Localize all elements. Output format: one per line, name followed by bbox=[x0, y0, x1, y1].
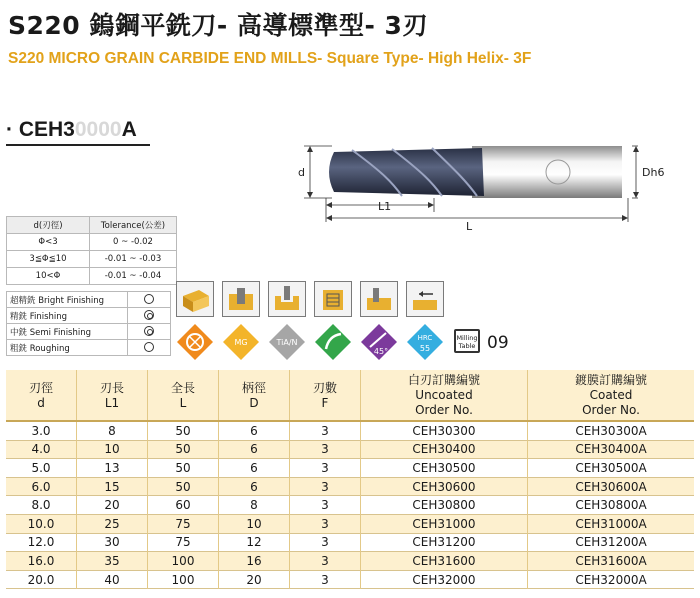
table-cell: CEH30300 bbox=[361, 421, 528, 440]
table-cell: 20 bbox=[219, 570, 290, 589]
model-prefix: CEH3 bbox=[18, 118, 75, 141]
coating-label: TiA/N bbox=[276, 338, 298, 347]
label-l: L bbox=[466, 220, 473, 233]
table-cell: 6 bbox=[219, 477, 290, 496]
table-row bbox=[6, 552, 694, 571]
table-cell: 3 bbox=[290, 552, 361, 571]
table-cell: 10 bbox=[77, 440, 148, 459]
tolerance-row: 3≦Φ≦10 -0.01 ~ -0.03 bbox=[7, 251, 177, 268]
product-table bbox=[6, 370, 694, 589]
table-cell: 50 bbox=[148, 459, 219, 478]
side-milling-icon bbox=[176, 281, 214, 317]
finishing-row: 精銑 Finishing bbox=[7, 308, 171, 324]
contour-milling-icon bbox=[360, 281, 398, 317]
table-cell: CEH31200 bbox=[361, 533, 528, 552]
table-cell: 12 bbox=[219, 533, 290, 552]
helix-angle-icon bbox=[360, 323, 398, 361]
slot-milling-icon bbox=[222, 281, 260, 317]
table-row bbox=[6, 477, 694, 496]
table-cell: 6 bbox=[219, 440, 290, 459]
table-cell: 75 bbox=[148, 514, 219, 533]
hrc-hardness-icon bbox=[406, 323, 444, 361]
table-cell: 20 bbox=[77, 496, 148, 515]
table-cell: 3 bbox=[290, 459, 361, 478]
table-cell: CEH30400A bbox=[528, 440, 695, 459]
table-cell: 3 bbox=[290, 440, 361, 459]
table-cell: 3 bbox=[290, 477, 361, 496]
finishing-row: 粗銑 Roughing bbox=[7, 340, 171, 356]
keyway-milling-icon bbox=[268, 281, 306, 317]
hrc-value: 55 bbox=[419, 344, 431, 353]
model-bullet: · bbox=[6, 118, 13, 141]
tolerance-row: Φ<3 0 ~ -0.02 bbox=[7, 234, 177, 251]
table-cell: 3 bbox=[290, 514, 361, 533]
milling-table-icon: Milling Table bbox=[454, 329, 480, 353]
table-cell: 3 bbox=[290, 496, 361, 515]
tolerance-header-d: d(刃徑) bbox=[7, 217, 90, 234]
pocket-milling-icon bbox=[314, 281, 352, 317]
mg-label: MG bbox=[234, 338, 248, 347]
tialn-coating-icon bbox=[268, 323, 306, 361]
table-cell: 100 bbox=[148, 570, 219, 589]
table-cell: 50 bbox=[148, 477, 219, 496]
label-l1: L1 bbox=[378, 200, 392, 213]
table-cell: 6.0 bbox=[6, 477, 77, 496]
table-cell: 16.0 bbox=[6, 552, 77, 571]
model-code bbox=[6, 118, 150, 146]
table-cell: CEH30800A bbox=[528, 496, 695, 515]
table-cell: 75 bbox=[148, 533, 219, 552]
double-circle-icon bbox=[144, 326, 154, 336]
table-cell: 35 bbox=[77, 552, 148, 571]
table-cell: CEH32000 bbox=[361, 570, 528, 589]
table-cell: 30 bbox=[77, 533, 148, 552]
table-row bbox=[6, 421, 694, 440]
table-cell: 20.0 bbox=[6, 570, 77, 589]
table-cell: 16 bbox=[219, 552, 290, 571]
double-circle-icon bbox=[144, 310, 154, 320]
finishing-row: 中銑 Semi Finishing bbox=[7, 324, 171, 340]
table-cell: CEH31000 bbox=[361, 514, 528, 533]
table-cell: 5.0 bbox=[6, 459, 77, 478]
page-title: S220 鎢鋼平銑刀- 高導標準型- 3刃 bbox=[8, 11, 428, 40]
flute-body bbox=[329, 148, 484, 196]
single-circle-icon bbox=[144, 342, 154, 352]
table-cell: CEH30600 bbox=[361, 477, 528, 496]
table-row bbox=[6, 440, 694, 459]
header-flutes: 刃數 F bbox=[290, 370, 361, 421]
table-cell: 13 bbox=[77, 459, 148, 478]
table-cell: 60 bbox=[148, 496, 219, 515]
table-cell: 3 bbox=[290, 570, 361, 589]
table-header-row bbox=[6, 370, 694, 421]
table-cell: 3 bbox=[290, 421, 361, 440]
table-cell: CEH31600A bbox=[528, 552, 695, 571]
table-cell: 50 bbox=[148, 440, 219, 459]
flute-shape-icon bbox=[314, 323, 352, 361]
milling-table-number: 09 bbox=[487, 333, 509, 353]
single-circle-icon bbox=[144, 294, 154, 304]
table-cell: CEH30600A bbox=[528, 477, 695, 496]
table-cell: CEH30500A bbox=[528, 459, 695, 478]
header-d: 刃徑 d bbox=[6, 370, 77, 421]
table-cell: 6 bbox=[219, 459, 290, 478]
helix-label: 45° bbox=[373, 347, 389, 356]
table-cell: 6 bbox=[219, 421, 290, 440]
table-cell: CEH30800 bbox=[361, 496, 528, 515]
table-cell: 8.0 bbox=[6, 496, 77, 515]
table-cell: CEH32000A bbox=[528, 570, 695, 589]
plunge-milling-icon bbox=[406, 281, 444, 317]
model-placeholder-digits: 0000 bbox=[74, 118, 122, 141]
table-cell: 50 bbox=[148, 421, 219, 440]
table-cell: 3 bbox=[290, 533, 361, 552]
table-cell: 10 bbox=[219, 514, 290, 533]
label-d: d bbox=[298, 166, 305, 179]
label-dh6: Dh6 bbox=[642, 166, 665, 179]
finishing-table bbox=[6, 291, 171, 356]
carbide-material-icon bbox=[176, 323, 214, 361]
table-row bbox=[6, 514, 694, 533]
table-cell: CEH30300A bbox=[528, 421, 695, 440]
page-subtitle: S220 MICRO GRAIN CARBIDE END MILLS- Square Type- High Helix- 3F bbox=[8, 50, 532, 67]
header-shank-d: 柄徑 D bbox=[219, 370, 290, 421]
table-cell: 8 bbox=[77, 421, 148, 440]
table-cell: 8 bbox=[219, 496, 290, 515]
hrc-top-label: HRC bbox=[417, 334, 433, 342]
table-row bbox=[6, 496, 694, 515]
table-cell: CEH31000A bbox=[528, 514, 695, 533]
table-cell: 4.0 bbox=[6, 440, 77, 459]
table-cell: 100 bbox=[148, 552, 219, 571]
table-row bbox=[6, 533, 694, 552]
header-coated: 鍍膜訂購編號 Coated Order No. bbox=[528, 370, 695, 421]
table-cell: 40 bbox=[77, 570, 148, 589]
table-cell: CEH31600 bbox=[361, 552, 528, 571]
tolerance-row: 10<Φ -0.01 ~ -0.04 bbox=[7, 268, 177, 285]
header-uncoated: 白刃訂購編號 Uncoated Order No. bbox=[361, 370, 528, 421]
table-row bbox=[6, 459, 694, 478]
header-l1: 刃長 L1 bbox=[77, 370, 148, 421]
table-cell: CEH30400 bbox=[361, 440, 528, 459]
table-cell: CEH30500 bbox=[361, 459, 528, 478]
table-cell: 25 bbox=[77, 514, 148, 533]
mg-grade-icon bbox=[222, 323, 260, 361]
table-cell: CEH31200A bbox=[528, 533, 695, 552]
header-l: 全長 L bbox=[148, 370, 219, 421]
table-cell: 10.0 bbox=[6, 514, 77, 533]
table-cell: 15 bbox=[77, 477, 148, 496]
tolerance-header-tol: Tolerance(公差) bbox=[90, 217, 177, 234]
table-cell: 3.0 bbox=[6, 421, 77, 440]
model-suffix: A bbox=[121, 118, 137, 141]
finishing-row: 超精銑 Bright Finishing bbox=[7, 292, 171, 308]
table-cell: 12.0 bbox=[6, 533, 77, 552]
tolerance-table bbox=[6, 216, 177, 285]
table-row bbox=[6, 570, 694, 589]
end-mill-diagram bbox=[292, 142, 692, 234]
